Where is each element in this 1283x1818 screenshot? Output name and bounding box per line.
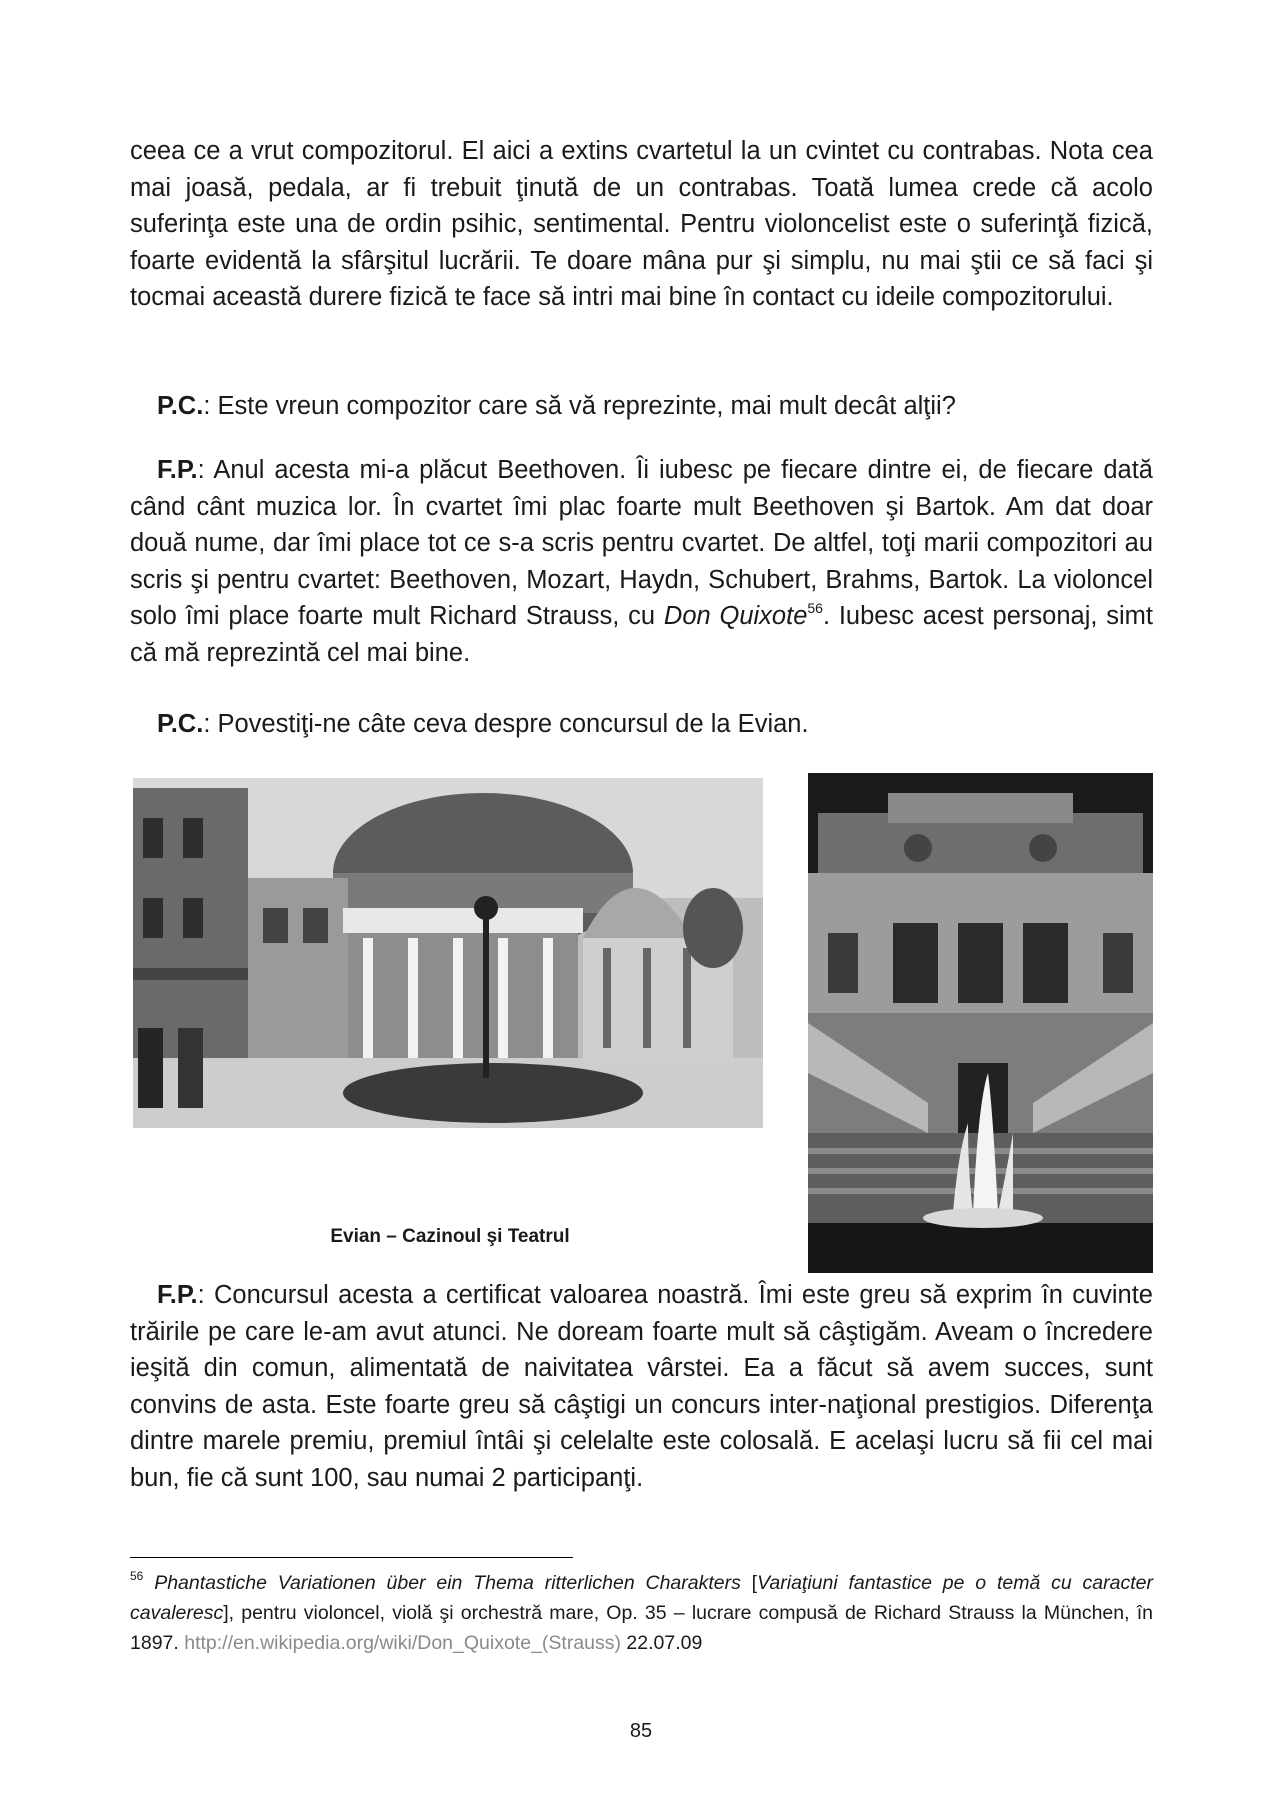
speaker-label: F.P. bbox=[157, 1281, 198, 1309]
footnote-date: 22.07.09 bbox=[621, 1632, 703, 1654]
footnote-reference: 56 bbox=[807, 599, 823, 616]
paragraph-question-1: P.C.: Este vreun compozitor care să vă reprezinte, mai mult decât alţii? bbox=[157, 392, 956, 420]
footnote-56: $^{56}$ Phantastiche Variationen über ein Thema ritterlichen Charakters [Variaţiuni fantastice pe o temă cu caracter cavaleresc], pentru violoncel, violă şi orchestră mare, Op. 35 – lucrare compusă de Richard Strauss la München, în 1897. http://en.wikipedia.org/wiki/Don_Quixote_(Strauss) 22.07.09 bbox=[130, 1568, 1153, 1654]
figure-caption: Evian – Cazinoul şi Teatrul bbox=[330, 1226, 570, 1247]
paragraph-question-2: P.C.: Povestiţi-ne câte ceva despre concursul de la Evian. bbox=[157, 710, 809, 738]
paragraph-intro: ceea ce a vrut compozitorul. El aici a extins cvartetul la un cvintet cu contrabas. Nota cea mai joasă, pedala, ar fi trebuit ţinută de un contrabas. Toată lumea crede că acolo suferinţa este una de ordin psihic, sentimental. Pentru violoncelist este o suferinţă fizică, foarte evidentă la sfârşitul lucrării. Te doare mâna pur şi simplu, nu mai ştii ce să faci şi tocmai această durere fizică te face să intri mai bine în contact cu ideile compozitorului. bbox=[130, 137, 1153, 311]
casino-photo bbox=[133, 778, 763, 1128]
theatre-photo bbox=[808, 773, 1153, 1273]
page-number: 85 bbox=[629, 1720, 653, 1742]
speaker-label: F.P. bbox=[157, 456, 198, 484]
footnote-url-link[interactable]: http://en.wikipedia.org/wiki/Don_Quixote_(Strauss) bbox=[184, 1632, 622, 1654]
footnote-translation: Variaţiuni fantastice pe o temă cu caracter cavaleresc bbox=[130, 1572, 1153, 1624]
paragraph-answer-2: F.P.: Concursul acesta a certificat valoarea noastră. Îmi este greu să exprim în cuvinte trăirile pe care le-am avut atunci. Ne doream foarte mult să câştigăm. Aveam o încredere ieşită din comun, alimentată de naivitatea vârstei. Ea a făcut să avem succes, sunt convins de asta. Este foarte greu să câştigi un concurs inter-naţional prestigios. Diferenţa dintre marele premiu, premiul întâi şi celelalte este colosală. E acelaşi lucru să fii cel mai bun, fie că sunt 100, sau numai 2 participanţi. bbox=[130, 1281, 1153, 1492]
work-title: Don Quixote bbox=[663, 602, 808, 630]
footnote-original-title: Phantastiche Variationen über ein Thema ritterlichen Charakters bbox=[154, 1572, 741, 1594]
paragraph-answer-1: F.P.: Anul acesta mi-a plăcut Beethoven. Îi iubesc pe fiecare dintre ei, de fiecare dată când cânt muzica lor. În cvartet îmi plac foarte mult Beethoven şi Bartok. Am dat doar două nume, dar îmi place tot ce s-a scris pentru cvartet. De altfel, toţi marii compozitori au scris şi pentru cvartet: Beethoven, Mozart, Haydn, Schubert, Brahms, Bartok. La violoncel solo îmi place foarte mult Richard Strauss, cu Don Quixote$^{56}$. Iubesc acest personaj, simt că mă reprezintă cel mai bine. bbox=[130, 456, 1153, 667]
footnote-separator bbox=[130, 1557, 573, 1558]
speaker-label: P.C. bbox=[157, 710, 204, 738]
speaker-label: P.C. bbox=[157, 392, 204, 420]
footnote-number: 56 bbox=[130, 1568, 144, 1583]
